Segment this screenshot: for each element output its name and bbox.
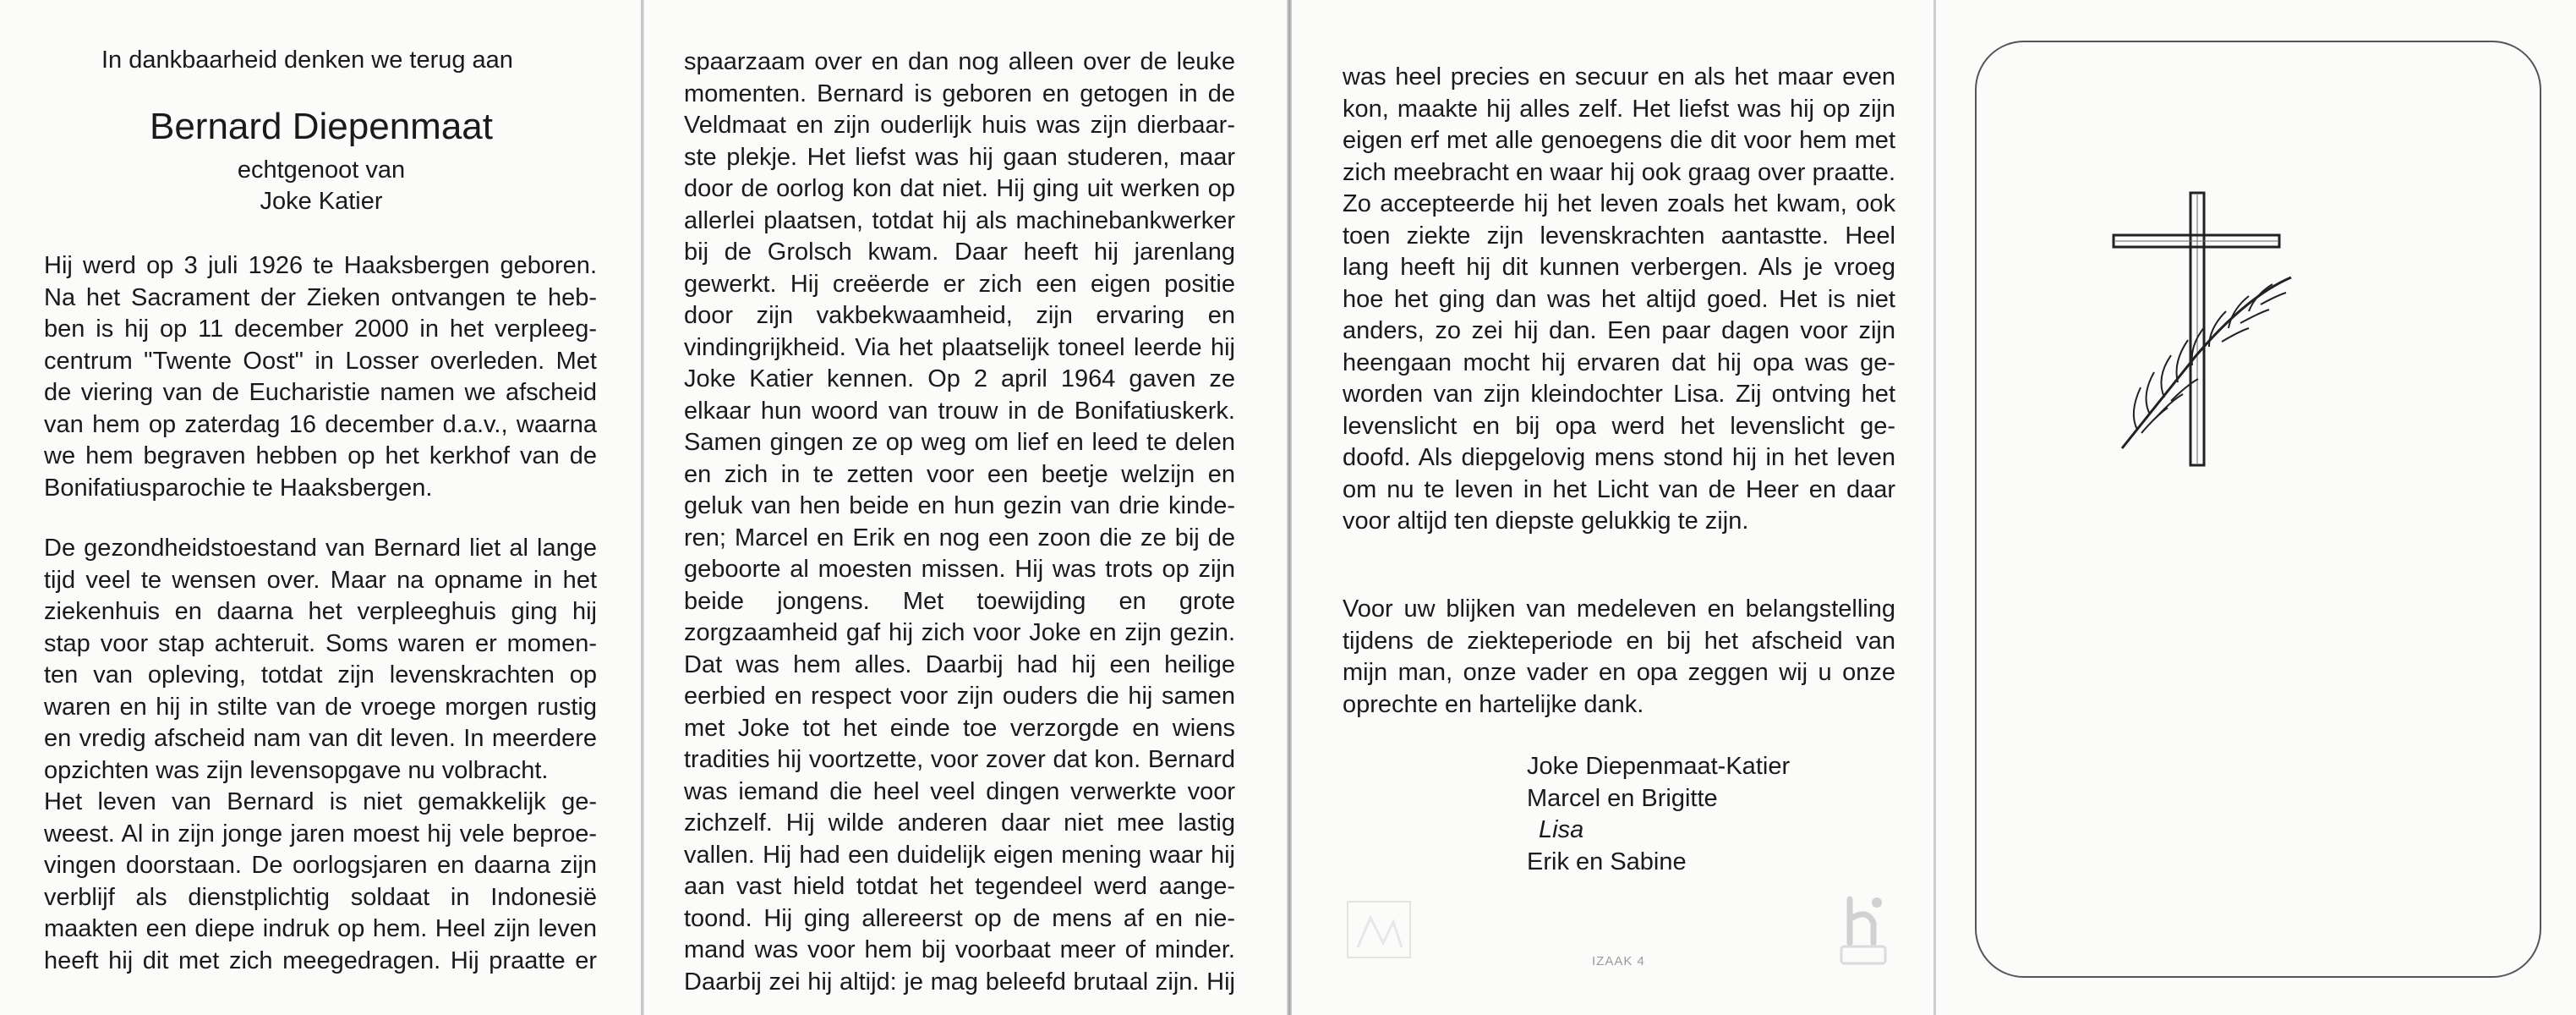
text-line: kon, maakte hij alles zelf. Het liefst was hij op zijn xyxy=(1343,95,1895,123)
text-line: Bonifatiusparochie te Haaksbergen. xyxy=(44,474,433,502)
biography-continued xyxy=(684,47,1235,998)
rounded-card-frame xyxy=(1975,41,2541,978)
text-line: tradities hij voortzette, voor zover dat kon. Bernard xyxy=(684,746,1235,773)
text-line: en vredig afscheid nam van dit leven. In meerdere xyxy=(44,725,597,752)
text-line: vindingrijkheid. Via het plaatselijk toneel leerde hij xyxy=(684,333,1235,361)
text-line: waren en hij in stilte van de vroege morgen rustig xyxy=(44,693,597,721)
text-line: stap voor stap achteruit. Soms waren er momen- xyxy=(44,629,597,657)
spouse-name: Joke Katier xyxy=(260,188,383,215)
text-line: ren; Marcel en Erik en nog een zoon die ze bij de xyxy=(684,524,1235,551)
text-line: eerbied en respect voor zijn ouders die hij samen xyxy=(684,683,1235,710)
text-line: toond. Hij ging allereerst op de mens af en nie- xyxy=(684,904,1235,932)
text-line: zorgzaamheid gaf hij zich voor Joke en zijn gezin. xyxy=(684,619,1235,646)
text-line: vingen doorstaan. De oorlogsjaren en daarna zijn xyxy=(44,852,597,879)
text-line: om nu te leven in het Licht van de Heer en daar xyxy=(1343,475,1895,503)
text-line: anders, zo zei hij dan. Een paar dagen voor zijn xyxy=(1343,317,1895,344)
spouse-relation: echtgenoot van xyxy=(237,156,406,184)
text-line: lang heeft hij dit kunnen verbergen. Als je vroeg xyxy=(1343,254,1895,281)
text-line: tijd veel te wensen over. Maar na opname in het xyxy=(44,566,597,594)
text-line: weest. Al in zijn jonge jaren moest hij vele beproe- xyxy=(44,820,597,848)
text-line: doofd. Als diepgelovig mens stond hij in het leven xyxy=(1343,444,1895,471)
text-line: worden van zijn kleindochter Lisa. Zij ontving het xyxy=(1343,381,1895,408)
text-line: geluk van hen beide en hun gezin van drie kinde- xyxy=(684,492,1235,519)
text-line: De gezondheidstoestand van Bernard liet al lange xyxy=(44,535,597,562)
printer-code: IZAAK 4 xyxy=(1592,954,1645,968)
text-line: Veldmaat en zijn ouderlijk huis was zijn dierbaar- xyxy=(684,112,1235,139)
text-line: was iemand die heel veel dingen verwerkte voor xyxy=(684,777,1235,805)
text-line: hoe het ging dan was het altijd goed. Het is niet xyxy=(1343,285,1895,313)
text-line: ten van opleving, totdat zijn levenskrachten op xyxy=(44,661,597,689)
text-line: zich meebracht en waar hij ook graag over praatte. xyxy=(1343,158,1895,186)
text-line: ste plekje. Het liefst was hij gaan studeren, maar xyxy=(684,143,1235,171)
text-line: mijn man, onze vader en opa zeggen wij u onze xyxy=(1343,659,1895,686)
text-line: en zich in te zetten voor een beetje welzijn en xyxy=(684,460,1235,488)
text-line: heeft hij dit met zich meegedragen. Hij praatte er xyxy=(44,946,597,974)
text-line: ben is hij op 11 december 2000 in het verpleeg- xyxy=(44,315,597,343)
text-line: eigen erf met alle genoegens die dit voor hem met xyxy=(1343,127,1895,154)
thank-you-paragraph xyxy=(1343,594,1895,721)
text-line: verblijf als dienstplichtig soldaat in Indonesië xyxy=(44,883,597,911)
text-line: opzichten was zijn levensopgave nu volbracht. xyxy=(44,756,549,784)
text-line: Daarbij zei hij altijd: je mag beleefd brutaal zijn. Hij xyxy=(684,968,1235,996)
text-line: elkaar hun woord van trouw in de Bonifatiuskerk. xyxy=(684,397,1235,425)
text-line: bij de Grolsch kwam. Daar heeft hij jarenlang xyxy=(684,239,1235,266)
text-line: voor altijd ten diepste gelukkig te zijn. xyxy=(1343,508,1749,535)
text-line: met Joke tot het einde toe verzorgde en wiens xyxy=(684,714,1235,742)
text-line: Samen gingen ze op weg om lief en leed te delen xyxy=(684,429,1235,456)
text-line: we hem begraven hebben op het kerkhof van de xyxy=(44,442,597,469)
text-line: oprechte en hartelijke dank. xyxy=(1343,690,1644,718)
text-line: geboorte al moesten missen. Hij was trots op zijn xyxy=(684,556,1235,583)
text-line: momenten. Bernard is geboren en getogen in de xyxy=(684,80,1235,107)
cross-with-palm-branch-icon xyxy=(2103,186,2315,482)
text-line: heengaan mocht hij ervaren dat hij opa was ge- xyxy=(1343,348,1895,376)
memorial-card-panel-3 xyxy=(1292,0,1934,1015)
signature-line: Erik en Sabine xyxy=(1527,848,1687,875)
text-line: aan vast hield totdat het tegendeel werd aange- xyxy=(684,873,1235,900)
signature-line: Joke Diepenmaat-Katier xyxy=(1527,753,1791,780)
printer-logo-icon xyxy=(1833,892,1894,968)
memorial-card-cover xyxy=(1936,0,2576,1015)
family-signatures xyxy=(1527,751,1790,878)
text-line: was heel precies en secuur en als het maar even xyxy=(1343,63,1895,91)
memorial-card-panel-2 xyxy=(644,0,1288,1015)
text-line: Na het Sacrament der Zieken ontvangen te heb- xyxy=(44,283,597,311)
biography-paragraph-2 xyxy=(44,533,597,977)
text-line: gewerkt. Hij creëerde er zich een eigen positie xyxy=(684,270,1235,298)
deceased-name: Bernard Diepenmaat xyxy=(149,106,493,147)
text-line: ziekenhuis en daarna het verpleeghuis ging hij xyxy=(44,598,597,625)
fold-line xyxy=(641,0,643,1015)
text-line: Zo accepteerde hij het leven zoals het kwam, ook xyxy=(1343,190,1895,217)
text-line: vallen. Hij had een duidelijk eigen mening waar hij xyxy=(684,841,1235,869)
text-line: zichzelf. Hij wilde anderen daar niet mee lastig xyxy=(684,809,1235,837)
intro-line: In dankbaarheid denken we terug aan xyxy=(101,47,513,74)
text-line: Het leven van Bernard is niet gemakkelijk ge- xyxy=(44,788,597,815)
biography-paragraph-1 xyxy=(44,250,597,504)
text-line: door zijn vakbekwaamheid, zijn ervaring en xyxy=(684,302,1235,329)
memorial-card-panel-1 xyxy=(0,0,643,1015)
text-line: centrum "Twente Oost" in Losser overleden. Met xyxy=(44,347,597,375)
text-line: tijdens de ziekteperiode en bij het afscheid van xyxy=(1343,627,1895,655)
biography-closing xyxy=(1343,62,1895,538)
text-line: allerlei plaatsen, totdat hij als machinebankwerker xyxy=(684,206,1235,234)
text-line: Voor uw blijken van medeleven en belangstelling xyxy=(1343,595,1895,623)
text-line: beide jongens. Met toewijding en grote xyxy=(684,587,1235,615)
text-line: levenslicht en bij opa werd het levenslicht ge- xyxy=(1343,412,1895,440)
text-line: van hem op zaterdag 16 december d.a.v., waarna xyxy=(44,410,597,438)
text-line: mand was voor hem bij voorbaat meer of minder. xyxy=(684,936,1235,963)
signature-line: Lisa xyxy=(1539,816,1584,843)
signature-line: Marcel en Brigitte xyxy=(1527,784,1718,812)
text-line: Joke Katier kennen. Op 2 april 1964 gaven ze xyxy=(684,365,1235,392)
faded-logo-icon xyxy=(1341,897,1417,964)
text-line: door de oorlog kon dat niet. Hij ging uit werken op xyxy=(684,175,1235,202)
text-line: Hij werd op 3 juli 1926 te Haaksbergen geboren. xyxy=(44,252,597,279)
text-line: maakten een diepe indruk op hem. Heel zijn leven xyxy=(44,915,597,942)
text-line: de viering van de Eucharistie namen we afscheid xyxy=(44,379,597,406)
text-line: toen ziekte zijn levenskrachten aantastte. Heel xyxy=(1343,222,1895,250)
text-line: Dat was hem alles. Daarbij had hij een heilige xyxy=(684,650,1235,678)
text-line: spaarzaam over en dan nog alleen over de leuke xyxy=(684,48,1235,75)
